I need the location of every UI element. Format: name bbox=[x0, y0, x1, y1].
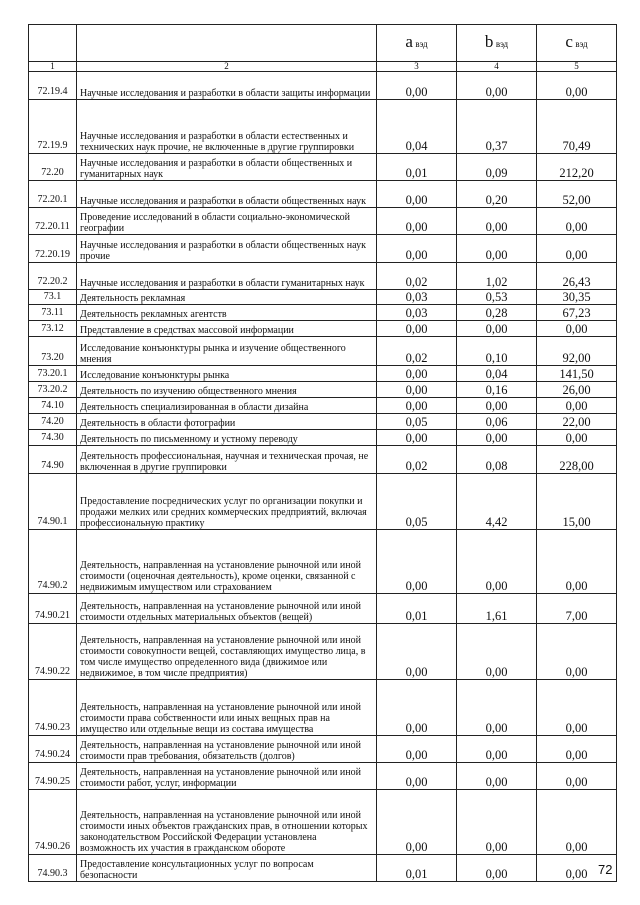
value-c-cell: 0,00 bbox=[537, 855, 617, 882]
description-cell: Проведение исследований в области социально-экономической географии bbox=[77, 208, 377, 235]
value-b-cell: 0,00 bbox=[457, 398, 537, 414]
description-cell: Деятельность по письменному и устному переводу bbox=[77, 430, 377, 446]
value-a-cell: 0,00 bbox=[377, 208, 457, 235]
value-c-cell: 0,00 bbox=[537, 430, 617, 446]
table-row bbox=[29, 321, 617, 337]
value-a-cell: 0,05 bbox=[377, 414, 457, 430]
header-col-c bbox=[537, 25, 617, 62]
description-cell: Деятельность профессиональная, научная и техническая прочая, не включенная в другие группировки bbox=[77, 446, 377, 474]
okved-code-cell: 73.20.1 bbox=[29, 366, 77, 382]
table-row bbox=[29, 398, 617, 414]
okved-code-cell: 74.20 bbox=[29, 414, 77, 430]
value-b-cell: 1,61 bbox=[457, 594, 537, 624]
value-a-cell: 0,00 bbox=[377, 530, 457, 594]
value-a-cell: 0,00 bbox=[377, 382, 457, 398]
value-c-cell: 0,00 bbox=[537, 680, 617, 736]
description-cell: Деятельность в области фотографии bbox=[77, 414, 377, 430]
description-cell: Предоставление посреднических услуг по организации покупки и продажи мелких или средних коммерческих предприятий, включая профессиональную практику bbox=[77, 474, 377, 530]
col-c-symbol: c bbox=[565, 32, 573, 51]
okved-code-cell: 73.1 bbox=[29, 290, 77, 305]
description-cell: Деятельность, направленная на установление рыночной или иной стоимости отдельных материальных объектов (вещей) bbox=[77, 594, 377, 624]
value-a-cell: 0,00 bbox=[377, 398, 457, 414]
okved-code-cell: 74.90.1 bbox=[29, 474, 77, 530]
value-b-cell: 0,00 bbox=[457, 208, 537, 235]
okved-code-cell: 72.19.9 bbox=[29, 100, 77, 154]
table-row bbox=[29, 530, 617, 594]
description-cell: Представление в средствах массовой информации bbox=[77, 321, 377, 337]
value-c-cell: 92,00 bbox=[537, 337, 617, 366]
value-a-cell: 0,04 bbox=[377, 100, 457, 154]
table-row bbox=[29, 263, 617, 290]
okved-code-cell: 74.90 bbox=[29, 446, 77, 474]
description-cell: Деятельность, направленная на установление рыночной или иной стоимости права собственности или иных вещных прав на имущество или отдельные вещи из состава имущества bbox=[77, 680, 377, 736]
value-b-cell: 0,00 bbox=[457, 680, 537, 736]
table-row bbox=[29, 446, 617, 474]
okved-code-cell: 74.90.3 bbox=[29, 855, 77, 882]
value-a-cell: 0,00 bbox=[377, 430, 457, 446]
table-row bbox=[29, 430, 617, 446]
okved-code-cell: 74.90.24 bbox=[29, 736, 77, 763]
value-c-cell: 0,00 bbox=[537, 624, 617, 680]
value-b-cell: 0,53 bbox=[457, 290, 537, 305]
description-cell: Научные исследования и разработки в области естественных и технических наук прочие, не включенные в другие группировки bbox=[77, 100, 377, 154]
value-a-cell: 0,00 bbox=[377, 321, 457, 337]
value-b-cell: 4,42 bbox=[457, 474, 537, 530]
value-c-cell: 0,00 bbox=[537, 398, 617, 414]
table-row bbox=[29, 624, 617, 680]
value-a-cell: 0,01 bbox=[377, 855, 457, 882]
value-a-cell: 0,03 bbox=[377, 305, 457, 321]
classifier-table bbox=[28, 24, 617, 882]
value-a-cell: 0,02 bbox=[377, 446, 457, 474]
column-index: 4 bbox=[457, 62, 537, 72]
value-c-cell: 26,43 bbox=[537, 263, 617, 290]
description-cell: Деятельность, направленная на установление рыночной или иной стоимости работ, услуг, информации bbox=[77, 763, 377, 790]
value-a-cell: 0,00 bbox=[377, 680, 457, 736]
value-c-cell: 22,00 bbox=[537, 414, 617, 430]
value-a-cell: 0,03 bbox=[377, 290, 457, 305]
value-c-cell: 228,00 bbox=[537, 446, 617, 474]
value-c-cell: 30,35 bbox=[537, 290, 617, 305]
column-index: 2 bbox=[77, 62, 377, 72]
value-c-cell: 0,00 bbox=[537, 321, 617, 337]
value-b-cell: 0,00 bbox=[457, 855, 537, 882]
description-cell: Деятельность рекламная bbox=[77, 290, 377, 305]
value-b-cell: 0,00 bbox=[457, 530, 537, 594]
col-c-subscript: вэд bbox=[575, 39, 588, 49]
okved-code-cell: 73.20 bbox=[29, 337, 77, 366]
page-number: 72 bbox=[598, 862, 613, 877]
description-cell: Научные исследования и разработки в области гуманитарных наук bbox=[77, 263, 377, 290]
column-index: 5 bbox=[537, 62, 617, 72]
value-a-cell: 0,00 bbox=[377, 624, 457, 680]
description-cell: Исследование конъюнктуры рынка bbox=[77, 366, 377, 382]
description-cell: Деятельность рекламных агентств bbox=[77, 305, 377, 321]
value-b-cell: 0,00 bbox=[457, 321, 537, 337]
table-row bbox=[29, 305, 617, 321]
column-index-row bbox=[29, 62, 617, 72]
value-b-cell: 1,02 bbox=[457, 263, 537, 290]
description-cell: Деятельность, направленная на установление рыночной или иной стоимости прав требования, обязательств (долгов) bbox=[77, 736, 377, 763]
value-b-cell: 0,09 bbox=[457, 154, 537, 181]
table-row bbox=[29, 366, 617, 382]
col-b-subscript: вэд bbox=[495, 39, 509, 49]
value-c-cell: 0,00 bbox=[537, 763, 617, 790]
description-cell: Деятельность, направленная на установление рыночной или иной стоимости иных объектов гражданских прав, в отношении которых законодательством Российской Федерации установлена возможность их участия в гражданском обороте bbox=[77, 790, 377, 855]
header-col-b bbox=[457, 25, 537, 62]
table-row bbox=[29, 290, 617, 305]
value-a-cell: 0,00 bbox=[377, 736, 457, 763]
okved-code-cell: 72.20.11 bbox=[29, 208, 77, 235]
value-a-cell: 0,00 bbox=[377, 235, 457, 263]
value-c-cell: 0,00 bbox=[537, 530, 617, 594]
header-code-cell bbox=[29, 25, 77, 62]
table-row bbox=[29, 208, 617, 235]
value-c-cell: 212,20 bbox=[537, 154, 617, 181]
value-b-cell: 0,37 bbox=[457, 100, 537, 154]
value-c-cell: 0,00 bbox=[537, 72, 617, 100]
description-cell: Научные исследования и разработки в области общественных и гуманитарных наук bbox=[77, 154, 377, 181]
description-cell: Предоставление консультационных услуг по вопросам безопасности bbox=[77, 855, 377, 882]
value-b-cell: 0,10 bbox=[457, 337, 537, 366]
table-row bbox=[29, 594, 617, 624]
okved-code-cell: 74.90.25 bbox=[29, 763, 77, 790]
value-a-cell: 0,01 bbox=[377, 594, 457, 624]
col-b-symbol: b bbox=[484, 32, 494, 51]
value-b-cell: 0,00 bbox=[457, 235, 537, 263]
okved-code-cell: 72.20 bbox=[29, 154, 77, 181]
description-cell: Деятельность, направленная на установление рыночной или иной стоимости (оценочная деятельность), кроме оценки, связанной с недвижимым имуществом или страхованием bbox=[77, 530, 377, 594]
okved-code-cell: 74.10 bbox=[29, 398, 77, 414]
value-c-cell: 0,00 bbox=[537, 790, 617, 855]
value-c-cell: 67,23 bbox=[537, 305, 617, 321]
column-index: 1 bbox=[29, 62, 77, 72]
table-row bbox=[29, 790, 617, 855]
okved-code-cell: 72.20.1 bbox=[29, 181, 77, 208]
header-row bbox=[29, 25, 617, 62]
table-row bbox=[29, 382, 617, 398]
value-a-cell: 0,02 bbox=[377, 263, 457, 290]
okved-code-cell: 73.12 bbox=[29, 321, 77, 337]
value-c-cell: 0,00 bbox=[537, 235, 617, 263]
value-c-cell: 0,00 bbox=[537, 208, 617, 235]
value-c-cell: 26,00 bbox=[537, 382, 617, 398]
description-cell: Деятельность по изучению общественного мнения bbox=[77, 382, 377, 398]
value-b-cell: 0,08 bbox=[457, 446, 537, 474]
description-cell: Научные исследования и разработки в области защиты информации bbox=[77, 72, 377, 100]
value-b-cell: 0,00 bbox=[457, 736, 537, 763]
okved-code-cell: 74.30 bbox=[29, 430, 77, 446]
table-row bbox=[29, 474, 617, 530]
okved-code-cell: 74.90.22 bbox=[29, 624, 77, 680]
header-col-a bbox=[377, 25, 457, 62]
value-c-cell: 15,00 bbox=[537, 474, 617, 530]
okved-code-cell: 73.11 bbox=[29, 305, 77, 321]
table-row bbox=[29, 414, 617, 430]
description-cell: Деятельность специализированная в области дизайна bbox=[77, 398, 377, 414]
value-b-cell: 0,00 bbox=[457, 72, 537, 100]
table-row bbox=[29, 680, 617, 736]
value-a-cell: 0,00 bbox=[377, 366, 457, 382]
table-row bbox=[29, 736, 617, 763]
col-a-symbol: a bbox=[405, 32, 413, 51]
value-a-cell: 0,01 bbox=[377, 154, 457, 181]
okved-code-cell: 74.90.2 bbox=[29, 530, 77, 594]
value-c-cell: 52,00 bbox=[537, 181, 617, 208]
value-a-cell: 0,02 bbox=[377, 337, 457, 366]
description-cell: Научные исследования и разработки в области общественных наук прочие bbox=[77, 235, 377, 263]
table-row bbox=[29, 763, 617, 790]
value-a-cell: 0,00 bbox=[377, 181, 457, 208]
value-b-cell: 0,20 bbox=[457, 181, 537, 208]
value-b-cell: 0,00 bbox=[457, 430, 537, 446]
description-cell: Исследование конъюнктуры рынка и изучение общественного мнения bbox=[77, 337, 377, 366]
okved-code-cell: 74.90.21 bbox=[29, 594, 77, 624]
okved-code-cell: 72.20.19 bbox=[29, 235, 77, 263]
value-c-cell: 141,50 bbox=[537, 366, 617, 382]
value-b-cell: 0,16 bbox=[457, 382, 537, 398]
table-row bbox=[29, 72, 617, 100]
table-row bbox=[29, 235, 617, 263]
value-a-cell: 0,00 bbox=[377, 72, 457, 100]
value-c-cell: 70,49 bbox=[537, 100, 617, 154]
table-row bbox=[29, 154, 617, 181]
value-b-cell: 0,00 bbox=[457, 790, 537, 855]
okved-code-cell: 74.90.23 bbox=[29, 680, 77, 736]
value-a-cell: 0,00 bbox=[377, 763, 457, 790]
value-a-cell: 0,00 bbox=[377, 790, 457, 855]
header-desc-cell bbox=[77, 25, 377, 62]
table-row bbox=[29, 100, 617, 154]
table-row bbox=[29, 855, 617, 882]
value-a-cell: 0,05 bbox=[377, 474, 457, 530]
description-cell: Деятельность, направленная на установление рыночной или иной стоимости совокупности вещей, составляющих имущество лица, в том числе имущество определенного вида (движимое или недвижимое, в том числе предприятия) bbox=[77, 624, 377, 680]
description-cell: Научные исследования и разработки в области общественных наук bbox=[77, 181, 377, 208]
okved-code-cell: 72.19.4 bbox=[29, 72, 77, 100]
value-b-cell: 0,04 bbox=[457, 366, 537, 382]
value-b-cell: 0,28 bbox=[457, 305, 537, 321]
value-c-cell: 7,00 bbox=[537, 594, 617, 624]
column-index: 3 bbox=[377, 62, 457, 72]
value-c-cell: 0,00 bbox=[537, 736, 617, 763]
table-row bbox=[29, 337, 617, 366]
okved-code-cell: 72.20.2 bbox=[29, 263, 77, 290]
okved-code-cell: 74.90.26 bbox=[29, 790, 77, 855]
table-row bbox=[29, 181, 617, 208]
col-a-subscript: вэд bbox=[415, 39, 428, 49]
value-b-cell: 0,06 bbox=[457, 414, 537, 430]
value-b-cell: 0,00 bbox=[457, 763, 537, 790]
value-b-cell: 0,00 bbox=[457, 624, 537, 680]
okved-code-cell: 73.20.2 bbox=[29, 382, 77, 398]
